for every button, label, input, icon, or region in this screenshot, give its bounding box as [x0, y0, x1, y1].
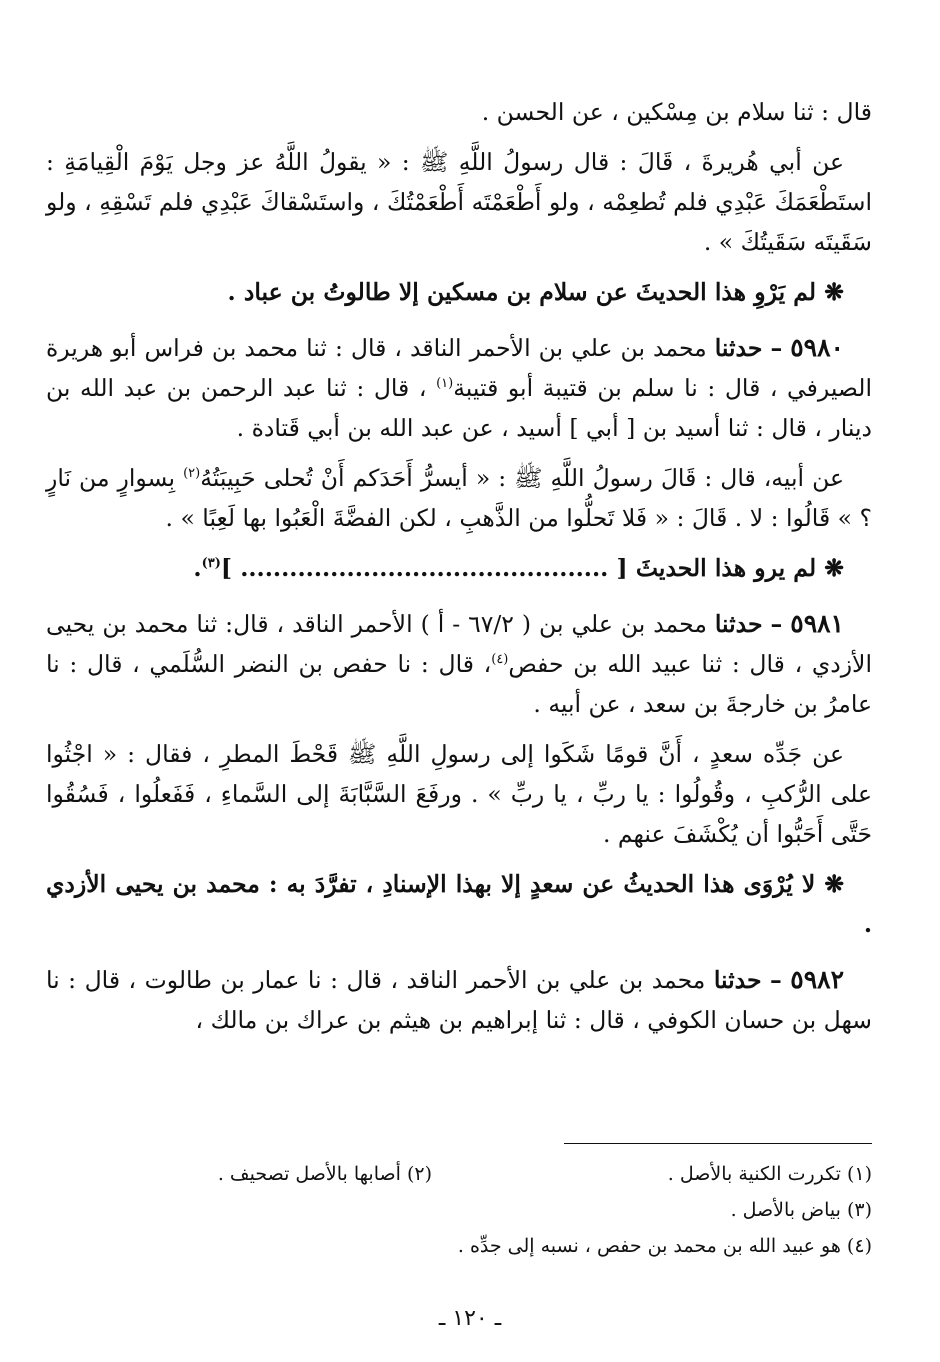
footnotes	[62, 1156, 872, 1264]
text-line: عن أبيه، قال : قَالَ رسولُ اللَّهِ ﷺ : « أيسرُّ أَحَدَكم أَنْ تُحلى حَبِيبَتُهُ	[200, 464, 844, 492]
note-text: لم يَرْوِ هذا الحديثَ عن سلام بن مسكين إلا طالوتُ بن عباد .	[227, 278, 817, 306]
footnote-2: (٢) أصابها بالأصل تصحيف .	[217, 1163, 432, 1185]
text-line: عن أبي هُريرةَ ، قَالَ : قال رسولُ اللَّهِ ﷺ : « يقولُ اللَّهُ عز وجل يَوْمَ الْقِيامَةِ : استَطْعَمَكَ عَبْدِي فلم تُطعِمْه ، ولو أَطْعَمْتَه أَطْعَمْتُكَ ، واستَسْقاكَ عَبْدِي فلم تَسْقِهِ ، ولو سَقَيتَه سَقَيتُكَ » .	[46, 148, 872, 256]
footnote-1: (١) تكررت الكنية بالأصل .	[667, 1163, 872, 1185]
note-text: لا يُرْوَى هذا الحديثُ عن سعدٍ إلا بهذا الإسنادِ ، تفرَّدَ به : محمد بن يحيى الأزدي .	[46, 870, 872, 938]
footnote-row	[62, 1228, 872, 1264]
star-icon: ❋	[824, 554, 844, 582]
haddathana-label: حدثنا	[713, 966, 762, 994]
footnote-row	[62, 1192, 872, 1228]
editorial-note	[46, 864, 872, 944]
footnote-ref: (٣)	[201, 556, 221, 572]
haddathana-label: حدثنا	[714, 610, 763, 638]
paragraph-hadith-matn	[46, 142, 872, 262]
star-icon: ❋	[824, 278, 844, 306]
editorial-note	[46, 272, 872, 312]
text-line: عن جَدِّه سعدٍ ، أَنَّ قومًا شَكَوا إلى رسولِ اللَّهِ ﷺ قَحْطَ المطرِ ، فقال : « اجْثُوا على الرُّكبِ ، وقُولُوا : يا ربِّ ، يا ربِّ » . ورفَعَ السَّبَّابَةَ إلى السَّماءِ ، فَفَعلُوا ، فَسُقُوا حَتَّى أَحَبُّوا أن يُكْشَفَ عنهم .	[46, 740, 872, 848]
footnote-ref: (١)	[436, 376, 454, 392]
page-body	[46, 92, 872, 1050]
paragraph-hadith-matn	[46, 734, 872, 854]
paragraph-isnad-continuation	[46, 92, 872, 132]
footnote-3: (٣) بياض بالأصل .	[730, 1199, 872, 1221]
dash: –	[770, 610, 783, 638]
dash: –	[770, 966, 782, 994]
hadith-5980	[46, 328, 872, 448]
text-line: قال : ثنا سلام بن مِسْكين ، عن الحسن .	[481, 98, 872, 126]
page-number: ـ ١٢٠ ـ	[438, 1306, 502, 1331]
isnad-text: محمد بن علي بن ( ٦٧/٢ - أ ) الأحمر الناقد ، قال: ثنا محمد بن يحيى الأزدي ، قال : ثنا عبيد الله بن حفص	[46, 610, 872, 678]
hadith-5982	[46, 960, 872, 1040]
footnote-4: (٤) هو عبيد الله بن محمد بن حفص ، نسبه إلى جدِّه .	[457, 1235, 872, 1257]
isnad-text: محمد بن علي بن الأحمر الناقد ، قال : نا عمار بن طالوت ، قال : نا سهل بن حسان الكوفي ، قال : ثنا إبراهيم بن هيثم بن عراك بن مالك ،	[46, 966, 872, 1034]
hadith-5981	[46, 604, 872, 724]
haddathana-label: حدثنا	[714, 334, 763, 362]
hadith-number: ٥٩٨٠	[790, 333, 844, 362]
paragraph-hadith-matn	[46, 458, 872, 538]
hadith-number: ٥٩٨٢	[790, 965, 845, 994]
isnad-text: ، قال : ثنا عبد الرحمن بن عبد الله بن دينار ، قال : ثنا أسيد بن [ أبي ] أسيد ، عن عبد الله بن أبي قَتادة .	[46, 374, 872, 442]
isnad-text: محمد بن علي بن الأحمر الناقد ، قال : ثنا محمد بن فراس أبو هريرة الصيرفي ، قال : نا سلم بن قتيبة أبو قتيبة	[46, 334, 872, 402]
footnote-ref: (٤)	[491, 652, 509, 668]
text-line: بِسوارٍ من نَارٍ ؟ » قَالُوا : لا . قَالَ : « فَلا تَحلُّوا من الذَّهبِ ، لكن الفضَّةَ الْعَبُوا بها لَعِبًا » .	[46, 464, 872, 532]
editorial-note	[46, 548, 872, 588]
star-icon: ❋	[824, 870, 845, 898]
footnote-row	[62, 1156, 872, 1192]
footnote-ref: (٢)	[183, 466, 201, 482]
hadith-number: ٥٩٨١	[790, 609, 844, 638]
footnote-divider	[564, 1143, 872, 1144]
isnad-text: ، قال : نا حفص بن النضر السُّلَمي ، قال : نا عامرُ بن خارجةَ بن سعد ، عن أبيه .	[46, 650, 872, 718]
note-text: لم يرو هذا الحديثَ [ ............................................. ]	[220, 554, 817, 582]
note-tail: .	[193, 554, 202, 582]
dash: –	[770, 334, 783, 362]
